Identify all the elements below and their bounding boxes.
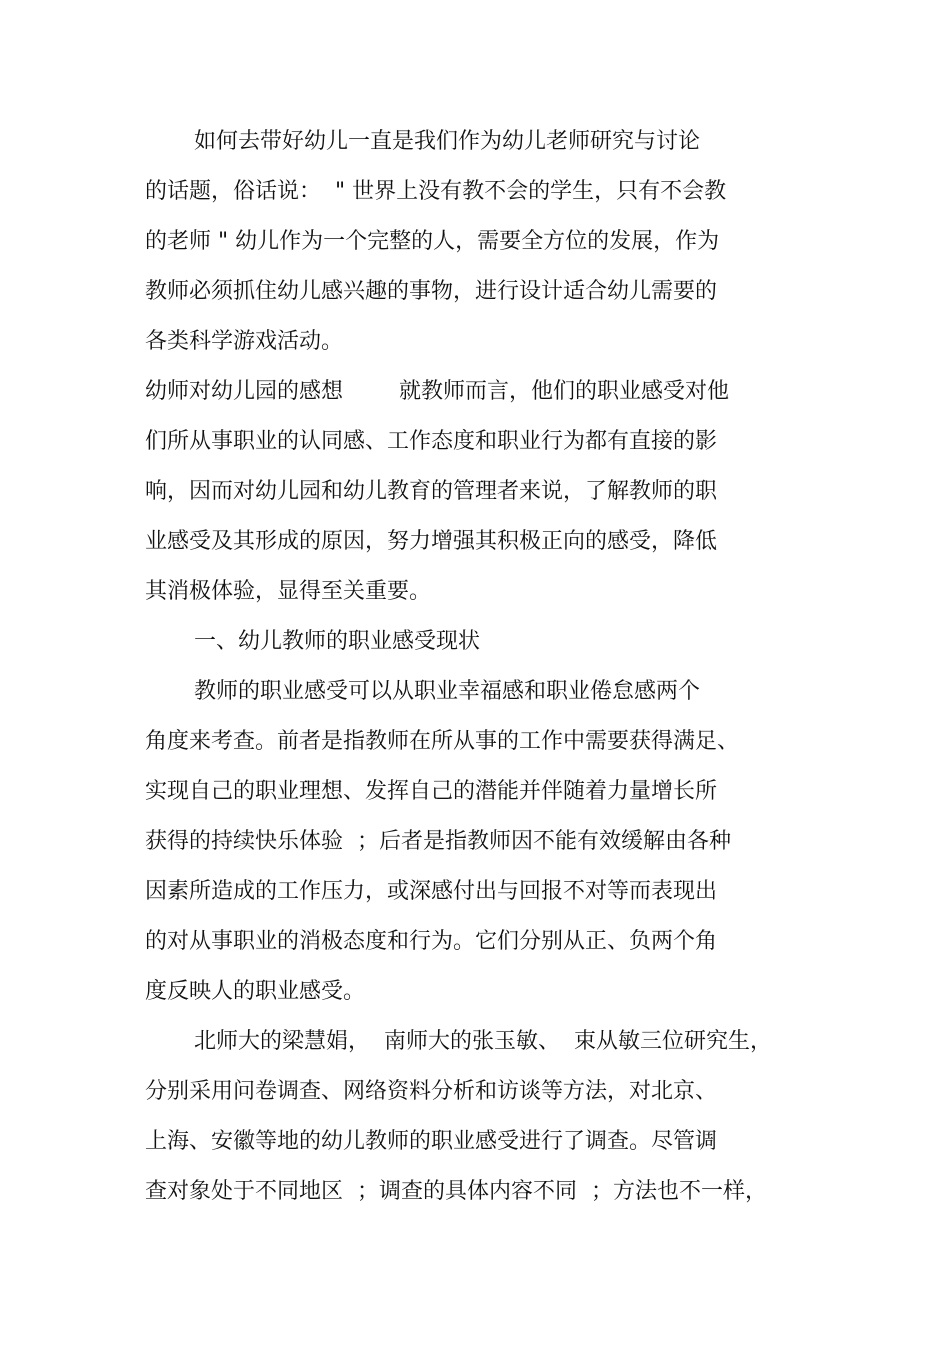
- text-line: 实现自己的职业理想、发挥自己的潜能并伴随着力量增长所: [145, 779, 718, 804]
- text-line: 角度来考查。前者是指教师在所从事的工作中需要获得满足、: [145, 729, 740, 754]
- text-line: 幼师对幼儿园的感想 就教师而言，他们的职业感受对他: [145, 379, 729, 404]
- text-line: 的话题，俗话说： " 世界上没有教不会的学生，只有不会教: [145, 179, 727, 204]
- text-line: 的老师 " 幼儿作为一个完整的人，需要全方位的发展，作为: [145, 229, 720, 254]
- section-heading: 一、幼儿教师的职业感受现状: [194, 629, 481, 654]
- text-line: 上海、安徽等地的幼儿教师的职业感受进行了调查。尽管调: [145, 1129, 718, 1154]
- text-line: 查对象处于不同地区 ；调查的具体内容不同 ；方法也不一样，: [145, 1179, 767, 1204]
- text-line: 们所从事职业的认同感、工作态度和职业行为都有直接的影: [145, 429, 718, 454]
- text-line: 北师大的梁慧娟， 南师大的张玉敏、 束从敏三位研究生，: [194, 1029, 772, 1054]
- text-line: 业感受及其形成的原因，努力增强其积极正向的感受，降低: [145, 529, 718, 554]
- text-line: 获得的持续快乐体验 ；后者是指教师因不能有效缓解由各种: [145, 829, 731, 854]
- text-line: 其消极体验，显得至关重要。: [145, 579, 432, 604]
- text-line: 的对从事职业的消极态度和行为。它们分别从正、负两个角: [145, 929, 718, 954]
- text-line: 因素所造成的工作压力，或深感付出与回报不对等而表现出: [145, 879, 718, 904]
- text-line: 教师的职业感受可以从职业幸福感和职业倦怠感两个: [194, 679, 701, 704]
- text-line: 分别采用问卷调查、网络资料分析和访谈等方法，对北京、: [145, 1079, 718, 1104]
- text-line: 度反映人的职业感受。: [145, 979, 366, 1004]
- text-line: 如何去带好幼儿一直是我们作为幼儿老师研究与讨论: [194, 129, 701, 154]
- text-line: 各类科学游戏活动。: [145, 329, 344, 354]
- text-line: 响，因而对幼儿园和幼儿教育的管理者来说，了解教师的职: [145, 479, 718, 504]
- text-line: 教师必须抓住幼儿感兴趣的事物，进行设计适合幼儿需要的: [145, 279, 718, 304]
